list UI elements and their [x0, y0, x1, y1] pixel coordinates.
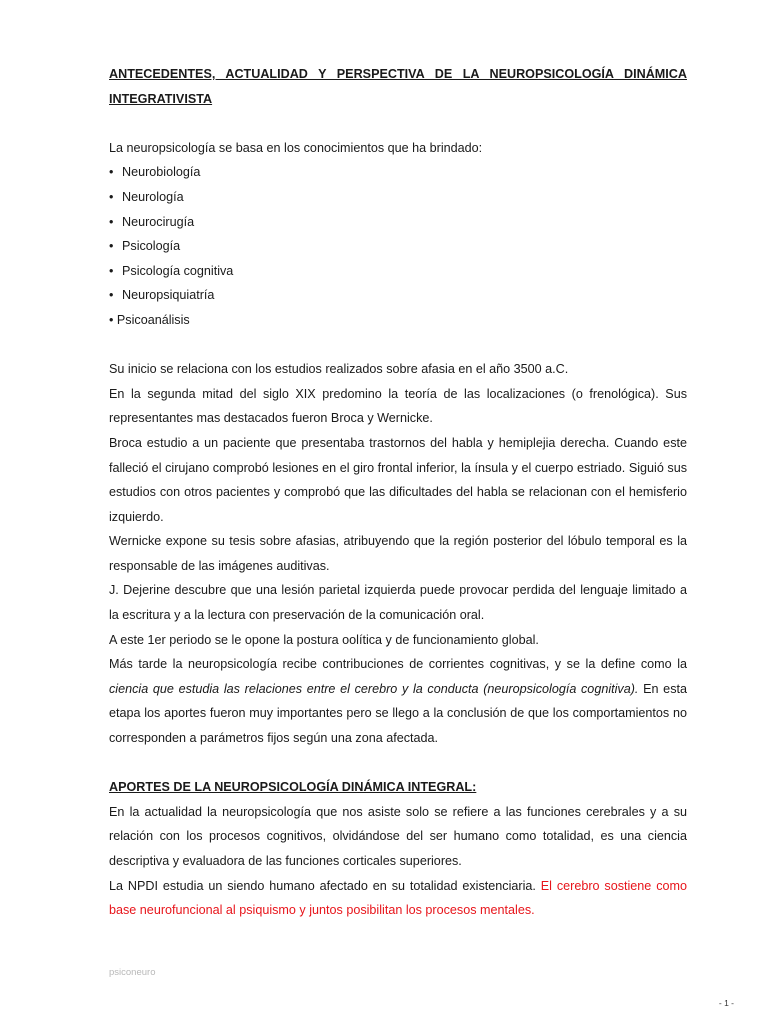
spacer: [109, 111, 687, 136]
spacer: [109, 333, 687, 358]
bullet-icon: •: [109, 288, 114, 303]
paragraph-current: En la actualidad la neuropsicología que nos asiste solo se refiere a las funciones cerebrales y a su relación con los procesos cognitivos, olvidándose del ser humano como totalidad, es una ciencia descriptiva y evaluadora de las funciones corticales superiores.: [109, 804, 687, 868]
list-item: [109, 160, 687, 185]
list-item: [109, 234, 687, 259]
list-item-text: Neurología: [122, 189, 184, 204]
document-title: ANTECEDENTES, ACTUALIDAD Y PERSPECTIVA DE LA NEUROPSICOLOGÍA DINÁMICA INTEGRATIVISTA: [109, 67, 687, 106]
list-item: [109, 210, 687, 235]
footer-watermark: psiconeuro: [109, 967, 156, 978]
bullet-icon: •: [109, 189, 114, 204]
list-item-text: Neuropsiquiatría: [122, 288, 215, 303]
list-item-text: Psicología: [122, 239, 181, 254]
paragraph-cognitive-text: Más tarde la neuropsicología recibe contribuciones de corrientes cognitivas, y se la define como la: [109, 657, 687, 672]
section-heading: APORTES DE LA NEUROPSICOLOGÍA DINÁMICA INTEGRAL:: [109, 780, 477, 795]
paragraph-dejerine: J. Dejerine descubre que una lesión parietal izquierda puede provocar perdida del lenguaje limitado a la escritura y a la lectura con preservación de la comunicación oral.: [109, 583, 687, 623]
spacer: [109, 751, 687, 776]
page-number: - 1 -: [718, 998, 734, 1008]
bullet-list: [109, 160, 687, 332]
paragraph-first-period: A este 1er periodo se le opone la postura oolítica y de funcionamiento global.: [109, 632, 539, 647]
highlighted-statement: El cerebro sostiene como base neurofuncional al psiquismo y juntos posibilitan los procesos mentales.: [109, 878, 687, 918]
paragraph-localizations: En la segunda mitad del siglo XIX predomino la teoría de las localizaciones (o frenológica). Sus representantes mas destacados fueron Broca y Wernicke.: [109, 386, 687, 426]
bullet-icon: •: [109, 214, 114, 229]
paragraph-cognitive-conclusion: En esta etapa los aportes fueron muy importantes pero se llego a la conclusión de que los comportamientos no corresponden a parámetros fijos según una zona afectada.: [109, 681, 687, 746]
document-page: [109, 62, 687, 923]
list-item-psicoanalisis: • Psicoanálisis: [109, 312, 190, 327]
bullet-icon: •: [109, 263, 114, 278]
paragraph-cognitive: [109, 652, 687, 750]
list-item: [109, 185, 687, 210]
list-item-text: Neurobiología: [122, 165, 201, 180]
paragraph-wernicke: Wernicke expone su tesis sobre afasias, atribuyendo que la región posterior del lóbulo temporal es la responsable de las imágenes auditivas.: [109, 534, 687, 573]
list-item-text: Psicología cognitiva: [122, 263, 234, 278]
list-item: [109, 259, 687, 284]
definition-italic: ciencia que estudia las relaciones entre el cerebro y la conducta (neuropsicología cognitiva).: [109, 681, 639, 696]
paragraph-broca: Broca estudio a un paciente que presentaba trastornos del habla y hemiplejia derecha. Cuando este falleció el cirujano comprobó lesiones en el giro frontal inferior, la ínsula y el cuerpo estriado. Siguió sus estudios con otros pacientes y comprobó que las dificultades del habla se relacionan con el hemisferio izquierdo.: [109, 435, 687, 524]
paragraph-origin: Su inicio se relaciona con los estudios realizados sobre afasia en el año 3500 a.C.: [109, 362, 569, 377]
list-item-text: Neurocirugía: [122, 214, 195, 229]
paragraph-npdi: [109, 874, 687, 923]
intro-paragraph: La neuropsicología se basa en los conocimientos que ha brindado:: [109, 140, 483, 155]
list-item: [109, 283, 687, 308]
paragraph-npdi-text: La NPDI estudia un siendo humano afectado en su totalidad existenciaria.: [109, 878, 541, 893]
bullet-icon: •: [109, 165, 114, 180]
bullet-icon: •: [109, 239, 114, 254]
